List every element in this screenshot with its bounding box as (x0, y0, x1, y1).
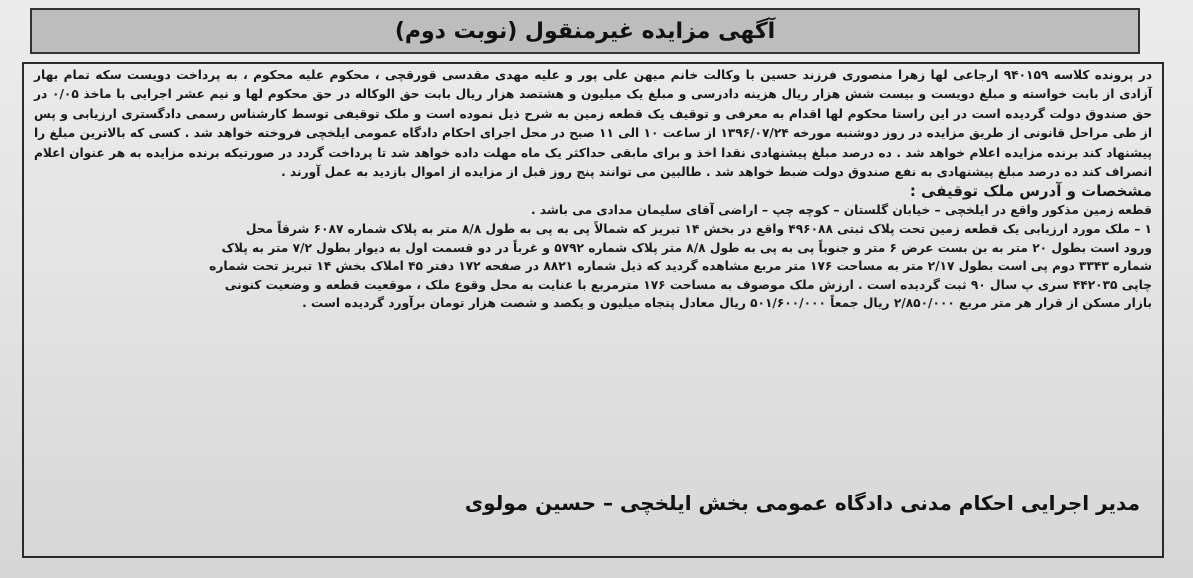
signature-text: مدیر اجرایی احکام مدنی دادگاه عمومی بخش ایلخچی – حسین مولوی (464, 491, 1140, 515)
property-section-heading: مشخصات و آدرس ملک توقیفی : (909, 182, 1152, 201)
notice-title-box (30, 8, 1140, 54)
property-detail-line: بازار مسکن از قرار هر متر مربع ۲/۸۵۰/۰۰۰ ریال جمعاً ۵۰۱/۶۰۰/۰۰۰ ریال معادل پنجاه میلیون و یکصد و شصت هزار تومان برآورد گردیده است . (302, 296, 1152, 311)
signature-block (40, 490, 1140, 516)
property-detail-line: ورود است بطول ۲۰ متر به بن بست عرض ۶ متر و جنوباً پی به پی به طول ۸/۸ متر پلاک شماره ۵۷۹۲ و غرباً در دو قسمت اول به دیوار بطول ۷/۲ متر به پلاک (221, 240, 1152, 255)
property-detail-line: ۱ – ملک مورد ارزیابی یک قطعه زمین تحت پلاک ثبتی ۴۹۶۰۸۸ واقع در بخش ۱۴ تبریز که شمالاً پی به پی به طول ۸/۸ متر به پلاک شماره ۶۰۸۷ شرقاً محل (245, 222, 1152, 237)
property-detail-line: شماره ۳۳۴۳ دوم پی است بطول ۲/۱۷ متر به مساحت ۱۷۶ متر مربع مشاهده گردید که ذیل شماره ۸۸۲۱ در صفحه ۱۷۲ دفتر ۴۵ املاک بخش ۱۴ تبریز تحت شماره (209, 259, 1152, 274)
property-location-line: قطعه زمین مذکور واقع در ایلخچی – خیابان گلستان – کوچه چپ – اراضی آقای سلیمان مدادی می باشد . (530, 203, 1152, 218)
notice-title: آگهی مزایده غیرمنقول (نوبت دوم) (394, 18, 776, 44)
notice-body: در پرونده کلاسه ۹۴۰۱۵۹ ارجاعی لها زهرا منصوری فرزند حسین با وکالت خانم میهن علی پور و علیه مهدی مقدسی قورقچی ، محکوم علیه محکوم ، به پرداخت دویست سکه تمام بهار آزادی از بابت خواسته و مبلغ دویست و بیست شش هزار ریال هزینه دادرسی و مبلغ یک میلیون و هشتصد هزار ریال بابت حق الوکاله در حق محکوم لها و نیم عشر اجرایی با ماخذ ۰/۰۵ در حق صندوق دولت گردیده است در این راستا محکوم لها اقدام به معرفی و توقیف یک قطعه زمین به شرح ذیل نموده است و ملک توقیفی توسط کارشناس رسمی دادگستری ارزیابی و پس از طی مراحل قانونی از طریق مزایده در روز دوشنبه مورخه ۱۳۹۶/۰۷/۲۴ از ساعت ۱۰ الی ۱۱ صبح در محل اجرای احکام دادگاه عمومی ایلخچی فروخته خواهد شد . کسی که بالاترین مبلغ را پیشنهاد کند برنده مزایده اعلام خواهد شد . ده درصد مبلغ پیشنهادی نقدا اخذ و برای مابقی حداکثر یک ماه مهلت داده خواهد شد تا پرداخت گردد در صورتیکه برنده مزایده به هر عنوان اعلام انصراف کند ده درصد مبلغ پیشنهادی به نفع صندوق دولت ضبط خواهد شد . طالبین می توانند پنج روز قبل از مزایده از اموال بازدید به عمل آورند . (34, 68, 1153, 180)
notice-content (34, 66, 1152, 313)
property-detail-line: چاپی ۴۴۲۰۳۵ سری پ سال ۹۰ ثبت گردیده است . ارزش ملک موصوف به مساحت ۱۷۶ مترمربع با عنایت به محل وقوع ملک ، موقعیت قطعه و وضعیت کنونی (224, 277, 1152, 292)
